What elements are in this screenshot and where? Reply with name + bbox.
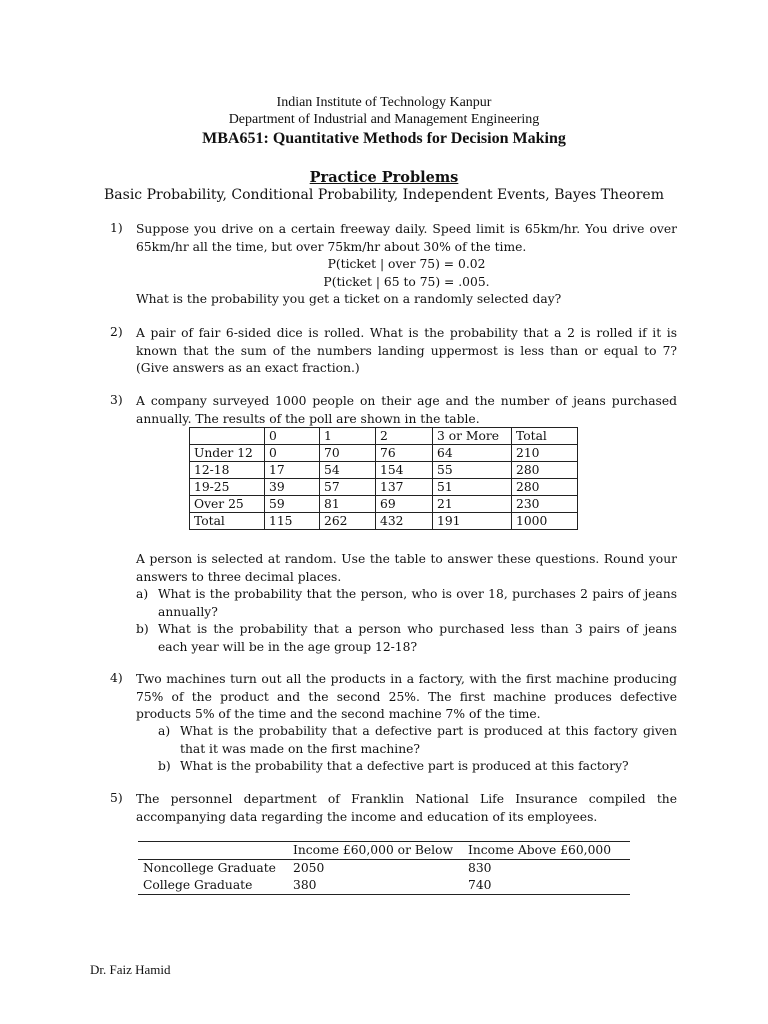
table-row — [190, 479, 578, 496]
table-row — [190, 462, 578, 479]
question-3b — [136, 621, 677, 656]
question-2-text: A pair of fair 6-sided dice is rolled. What is the probability that a 2 is rolled if it is known that the sum of the numbers landing uppermost is less than or equal to 7? (Give answers as an exact fraction.) — [136, 326, 677, 375]
table-cell: 154 — [376, 462, 433, 479]
table-row — [138, 877, 630, 895]
question-3a-text: What is the probability that the person, who is over 18, purchases 2 pairs of jeans annually? — [158, 587, 677, 619]
table-cell: 280 — [512, 479, 578, 496]
question-5-number: 5) — [110, 791, 123, 805]
table-cell: 210 — [512, 445, 578, 462]
table-cell: 115 — [265, 513, 320, 530]
table-cell: 21 — [433, 496, 512, 513]
table-cell: 262 — [320, 513, 376, 530]
question-2 — [136, 325, 677, 378]
question-3b-label: b) — [136, 622, 149, 636]
question-4b-label: b) — [158, 759, 171, 773]
table-cell: 432 — [376, 513, 433, 530]
question-1-eq2: P(ticket | 65 to 75) = .005. — [323, 274, 490, 289]
table-cell: 2050 — [293, 861, 325, 875]
question-3-intro-text: A person is selected at random. Use the table to answer these questions. Round your answers to three decimal places. — [136, 552, 677, 584]
table-header-row — [138, 842, 630, 860]
table-header-cell: Income Above £60,000 — [463, 842, 630, 860]
question-4-text: Two machines turn out all the products in a factory, with the first machine producing 75% of the product and the second 25%. The first machine produces defective products 5% of the time and the second machine 7% of the time. — [136, 672, 677, 721]
table-cell: 740 — [463, 877, 630, 895]
table-cell: 280 — [512, 462, 578, 479]
table-cell: 0 — [265, 445, 320, 462]
table-cell: 137 — [376, 479, 433, 496]
question-3-subparts — [136, 586, 677, 656]
question-5-text: The personnel department of Franklin National Life Insurance compiled the accompanying data regarding the income and education of its employees. — [136, 792, 677, 824]
table-cell: 380 — [288, 877, 463, 895]
institute-name: Indian Institute of Technology Kanpur — [276, 95, 492, 110]
course-title: MBA651: Quantitative Methods for Decision Making — [202, 130, 566, 147]
table-cell: 81 — [320, 496, 376, 513]
income-table — [138, 841, 630, 895]
table-header-cell: 2 — [376, 428, 433, 445]
table-cell: 39 — [265, 479, 320, 496]
table-cell: Total — [190, 513, 265, 530]
question-1-eq1: P(ticket | over 75) = 0.02 — [327, 257, 486, 271]
table-cell: 70 — [320, 445, 376, 462]
question-1-number: 1) — [110, 221, 123, 235]
footer-author: Dr. Faiz Hamid — [90, 962, 171, 977]
table-header-cell — [138, 842, 288, 860]
table-header-cell: 0 — [265, 428, 320, 445]
department-name: Department of Industrial and Management Engineering — [228, 112, 540, 127]
question-4b — [158, 758, 677, 776]
question-5 — [136, 791, 677, 826]
table-cell: 830 — [468, 861, 492, 875]
question-3-intro — [136, 551, 677, 586]
table-header-row — [190, 428, 578, 445]
question-4 — [136, 671, 677, 724]
question-1 — [136, 221, 677, 309]
table-cell: 64 — [433, 445, 512, 462]
table-cell: 76 — [376, 445, 433, 462]
table-cell: 59 — [265, 496, 320, 513]
table-header-cell — [190, 428, 265, 445]
table-cell: 191 — [433, 513, 512, 530]
table-cell: 57 — [320, 479, 376, 496]
table-cell: Noncollege Graduate — [143, 861, 276, 875]
table-header-cell: Income £60,000 or Below — [288, 842, 463, 860]
question-3a-label: a) — [136, 587, 149, 601]
table-row — [190, 513, 578, 530]
table-cell: Under 12 — [190, 445, 265, 462]
table-row — [138, 860, 630, 878]
table-cell: 54 — [320, 462, 376, 479]
table-cell: 17 — [265, 462, 320, 479]
table-cell: College Graduate — [138, 877, 288, 895]
table-header-cell: Total — [512, 428, 578, 445]
table-row — [190, 496, 578, 513]
question-3a — [136, 586, 677, 621]
question-2-number: 2) — [110, 325, 123, 339]
question-4-subparts — [158, 723, 677, 776]
table-row — [190, 445, 578, 462]
page-title: Practice Problems — [309, 169, 459, 186]
question-4b-text: What is the probability that a defective part is produced at this factory? — [180, 759, 629, 773]
question-1-question: What is the probability you get a ticket on a randomly selected day? — [136, 292, 562, 306]
page-subtitle: Basic Probability, Conditional Probability, Independent Events, Bayes Theorem — [104, 187, 664, 203]
table-cell: 51 — [433, 479, 512, 496]
table-header-cell: 1 — [320, 428, 376, 445]
question-3 — [136, 393, 677, 428]
question-4a-text: What is the probability that a defective part is produced at this factory given that it was made on the first machine? — [180, 724, 677, 756]
question-4a — [158, 723, 677, 758]
table-cell: 55 — [433, 462, 512, 479]
table-header-cell: 3 or More — [433, 428, 512, 445]
question-1-text: Suppose you drive on a certain freeway daily. Speed limit is 65km/hr. You drive over 65km/hr all the time, but over 75km/hr about 30% of the time. — [136, 222, 677, 254]
table-cell: 1000 — [512, 513, 578, 530]
table-cell: 19-25 — [190, 479, 265, 496]
table-cell: Over 25 — [190, 496, 265, 513]
table-cell: 230 — [512, 496, 578, 513]
table-cell: 69 — [376, 496, 433, 513]
jeans-table — [189, 427, 578, 530]
question-4a-label: a) — [158, 724, 171, 738]
question-3-text: A company surveyed 1000 people on their age and the number of jeans purchased annually. The results of the poll are shown in the table. — [136, 394, 677, 426]
question-3-number: 3) — [110, 393, 123, 407]
question-4-number: 4) — [110, 671, 123, 685]
table-cell: 12-18 — [190, 462, 265, 479]
question-3b-text: What is the probability that a person who purchased less than 3 pairs of jeans each year will be in the age group 12-18? — [158, 622, 677, 654]
